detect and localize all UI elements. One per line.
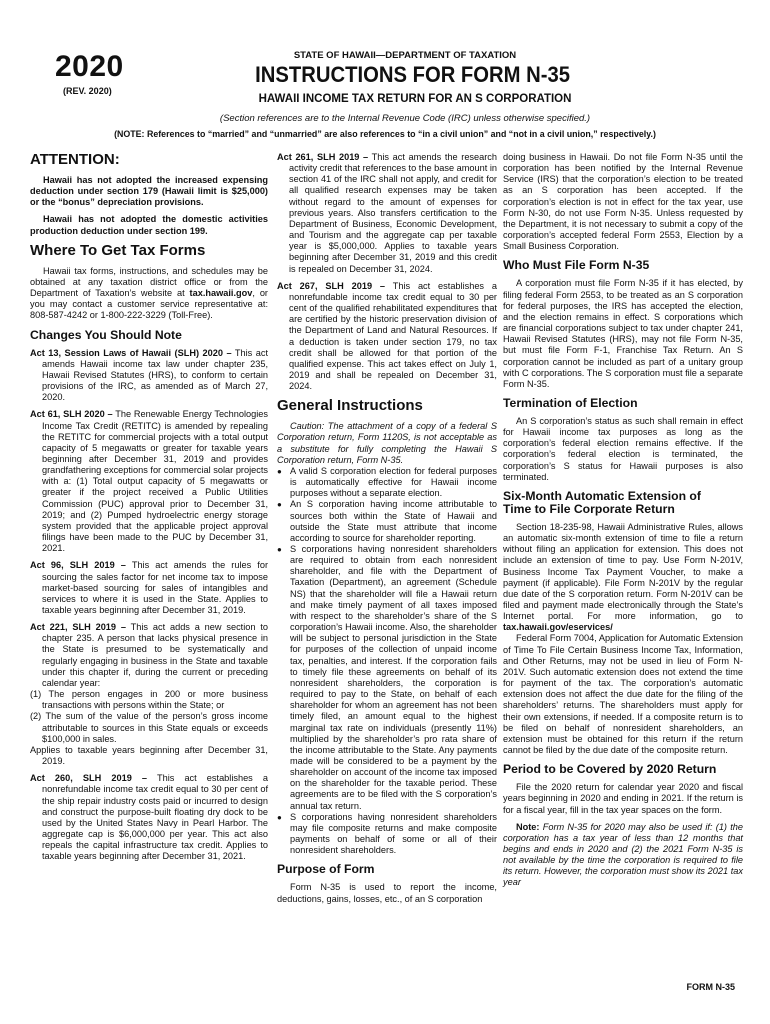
where-to-get-forms-heading: Where To Get Tax Forms (30, 241, 206, 259)
extension-text: Section 18-235-98, Hawaii Administrative Rules, allows an automatic six-month extension of time to file a return without filing an application for extension. This does not include an extension of time to pay. Use Form N-201V, Business Income Tax Payment Voucher, to make a payment (if applicable). File Form N-201V by the regular due date of the S corporation return. Form N-201V can be filed and payment made electronically through the State’s Internet portal. For more information, go to tax.hawaii.gov/eservices/ (503, 521, 743, 633)
eservices-link[interactable]: tax.hawaii.gov/eservices/ (503, 622, 613, 633)
attention-heading: ATTENTION: (30, 151, 120, 168)
footer-form-label: FORM N-35 (686, 982, 735, 992)
act-61-entry: Act 61, SLH 2020 – The Renewable Energy Technologies Income Tax Credit (RETITC) is amended by repealing the RETITC for commercial projects with a total output capacity of 5 megawatts or greater for taxable years beginning after December 31, 2019 and provides grandfathering exceptions for commercial solar projects with a: (1) Total output capacity of 5 megawatts or greater if the project received a Public Utilities Commission (PUC) approval prior to December 31, 2019; and (2) Pumped hydroelectric energy storage system provided that the applicable project approval filings have been made to the PUC by December 31, 2021. (30, 409, 268, 554)
who-must-file-heading: Who Must File Form N-35 (503, 258, 650, 273)
page-subtitle: HAWAII INCOME TAX RETURN FOR AN S CORPORATION (258, 93, 572, 105)
termination-text: An S corporation’s status as such shall remain in effect for Hawaii income tax purposes as long as the corporation’s federal election remains effective. If the corporation’s federal election is terminated, the corporation’s S status for Hawaii purposes is also terminated. (503, 415, 743, 482)
bullet-item: ● An S corporation having income attributable to sources both within the State of Hawaii and outside the State must attribute that income according to source for shareholder reporting. (277, 499, 497, 544)
reference-note: (Section references are to the Internal Revenue Code (IRC) unless otherwise specified.) (219, 113, 591, 124)
column-3 (503, 152, 743, 889)
termination-heading: Termination of Election (503, 395, 638, 410)
column-1 (30, 152, 268, 862)
act-261-entry: Act 261, SLH 2019 – This act amends the research activity credit that references to the base amount in section 41 of the IRC shall not apply, and credit for all qualified research expenses may be taken without regard to the amount of expenses for previous years. Also transfers certification to the Department of Business, Economic Development, and Tourism and the aggregate cap per taxable year is $5,000,000. Applies to taxable years beginning after December 31, 2019 and this credit is repealed on December 31, 2024. (277, 152, 497, 274)
revision-label: (REV. 2020) (63, 86, 112, 96)
purpose-heading: Purpose of Form (277, 862, 375, 877)
bullet-item: ● S corporations having nonresident shareholders may file composite returns and make composite payments on behalf of some or all of their nonresident shareholders. (277, 812, 497, 857)
civil-union-note: (NOTE: References to “married” and “unmarried” are also references to “in a civil union” and “not in a civil union,” respectively.) (114, 129, 656, 140)
purpose-text: Form N-35 is used to report the income, deductions, gains, losses, etc., of an S corporation (277, 882, 497, 904)
period-heading: Period to be Covered by 2020 Return (503, 762, 717, 777)
federal-form-text: Federal Form 7004, Application for Automatic Extension of Time To File Certain Business Income Tax, Information, and Other Returns, may not be used in lieu of Form N-201V. Such automatic extension does not extend the time for payment of the tax. The corporation’s automatic extension does not affect the due date for the filing of the shareholders’ returns. The shareholders must apply for their own extensions, if needed. If a composite return is to be filed on behalf of nonresident shareholders, an extension must be obtained for this return if the return cannot be filed by the due date of the composite return. (503, 633, 743, 756)
continued-text: doing business in Hawaii. Do not file Form N-35 until the corporation has been notified by the Internal Revenue Service (IRS) that the corporation’s election to be treated as an S corporation has been accepted. If the corporation’s election is not in effect for the tax year, use Form N-30, do not use Form N-35. Unless requested by the Department, it is not necessary to submit a copy of the corporation’s accepted federal Form 2553, Election by a Small Business Corporation. (503, 152, 743, 252)
act-221-entry: Act 221, SLH 2019 – This act adds a new section to chapter 235. A person that lacks physical presence in the State is presumed to be systematically and regularly engaging in business in the State and taxable under this chapter if, during the current or preceding calendar year: (30, 622, 268, 688)
changes-heading: Changes You Should Note (30, 327, 182, 342)
period-text: File the 2020 return for calendar year 2020 and fiscal years beginning in 2020 and ending in 2021. If the return is for a fiscal year, fill in the tax year spaces on the form. (503, 782, 743, 815)
agency-name: STATE OF HAWAII—DEPARTMENT OF TAXATION (293, 50, 517, 61)
bullet-item: ● A valid S corporation election for federal purposes is automatically effective for Hawaii income purposes without a separate election. (277, 466, 497, 499)
who-must-file-text: A corporation must file Form N-35 if it has elected, by filing federal Form 2553, to be treated as an S corporation for federal purposes, the IRS has accepted the election, and the election remains in effect. S corporations which are financial corporations subject to tax under chapter 241, Hawaii Revised Statutes (HRS), may not file Form N-35, but must file Form F-1, Franchise Tax Return. An S corporation cannot be included as part of a unitary group with C corporations. The S corporation must file a separate Form N-35. (503, 278, 743, 389)
act-221-applies: Applies to taxable years beginning after December 31, 2019. (30, 744, 268, 767)
act-221-item-2: (2) The sum of the value of the person’s gross income attributable to sources in this State equals or exceeds $100,000 in sales. (30, 711, 268, 744)
column-2 (277, 152, 497, 905)
tax-year: 2020 (55, 50, 124, 83)
attention-paragraph-1: Hawaii has not adopted the increased expensing deduction under section 179 (Hawaii limit is $25,000) or the “bonus” depreciation provisions. (30, 175, 268, 208)
page-title: INSTRUCTIONS FOR FORM N-35 (255, 62, 571, 87)
act-260-entry: Act 260, SLH 2019 – This act establishes a nonrefundable income tax credit equal to 30 per cent of the ship repair industry costs paid or incurred to design and construct the purpose-built floating dry dock to be used by the United States Navy in Pearl Harbor. The aggregate cap is $6,000,000 per year. This act also repeals the capital infrastructure tax credit. Applies to taxable years beginning after December 31, 2021. (30, 773, 268, 862)
act-13-entry: Act 13, Session Laws of Hawaii (SLH) 2020 – This act amends Hawaii income tax law under chapter 235, Hawaii Revised Statutes (HRS), to conform to certain provisions of the IRC, as amended as of March 27, 2020. (30, 347, 268, 403)
website-link[interactable]: tax.hawaii.gov (189, 288, 253, 299)
general-instructions-heading: General Instructions (277, 397, 423, 415)
where-to-get-forms-text: Hawaii tax forms, instructions, and schedules may be obtained at any taxation district office or from the Department of Taxation’s website at tax.hawaii.gov, or you may contact a customer service representative at: 808-587-4242 or 1-800-222-3229 (Toll-Free). (30, 265, 268, 321)
note-text: Note: Form N-35 for 2020 may also be used if: (1) the corporation has a tax year of less than 12 months that begins and ends in 2020 and (2) the 2021 Form N-35 is not available by the time the corporation is required to file its return. However, the corporation must show its 2021 tax year (503, 821, 743, 888)
act-96-entry: Act 96, SLH 2019 – This act amends the rules for sourcing the sales factor for net income tax to impose market-based sourcing for sales of intangibles and services to where it is used in the State. Applies to taxable years beginning after December 31, 2019. (30, 560, 269, 615)
act-267-entry: Act 267, SLH 2019 – This act establishes a nonrefundable income tax credit equal to 30 per cent of the qualified rehabilitated expenditures that are certified by the historic preservation division of the Department of Land and Natural Resources. If a deduction is taken under section 179, no tax credit shall be allowed for that portion of the qualified expense. This act takes effect on July 1, 2019 and shall be repealed on December 31, 2024. (277, 280, 497, 392)
attention-paragraph-2: Hawaii has not adopted the domestic activities production deduction under section 199. (30, 214, 268, 236)
bullet-item: ● S corporations having nonresident shareholders are required to obtain from each nonresident shareholder, and file with the Department of Taxation (Department), an agreement (Schedule NS) that the shareholder will file a Hawaii return and make timely payment of all taxes imposed with respect to the shareholder’s share of the S corporation’s Hawaii income. Also, the shareholder will be subject to personal jurisdiction in the State for purposes of the collection of unpaid income tax, penalties, and interest. If the corporation fails to timely file these agreements on behalf of its nonresident shareholders, the corporation is required to pay to the State, on behalf of each shareholder for whom an agreement has not been timely filed, an amount equal to the highest marginal tax rate on individuals (presently 11%) multiplied by the shareholder’s pro rata share of the income attributable to the State. Any payments made will be considered to be a payment by the shareholder on account of the income tax imposed on the shareholder for the taxable period. These agreements are to be filed with the S corporation’s annual tax return. (277, 544, 497, 812)
act-221-item-1: (1) The person engages in 200 or more business transactions with persons within the State; or (30, 689, 268, 711)
caution-text: Caution: The attachment of a copy of a federal S Corporation return, Form 1120S, is not acceptable as a substitute for fully completing the Hawaii S Corporation return, Form N-35. (277, 421, 497, 465)
extension-heading: Six-Month Automatic Extension of Time to File Corporate Return (503, 488, 701, 516)
